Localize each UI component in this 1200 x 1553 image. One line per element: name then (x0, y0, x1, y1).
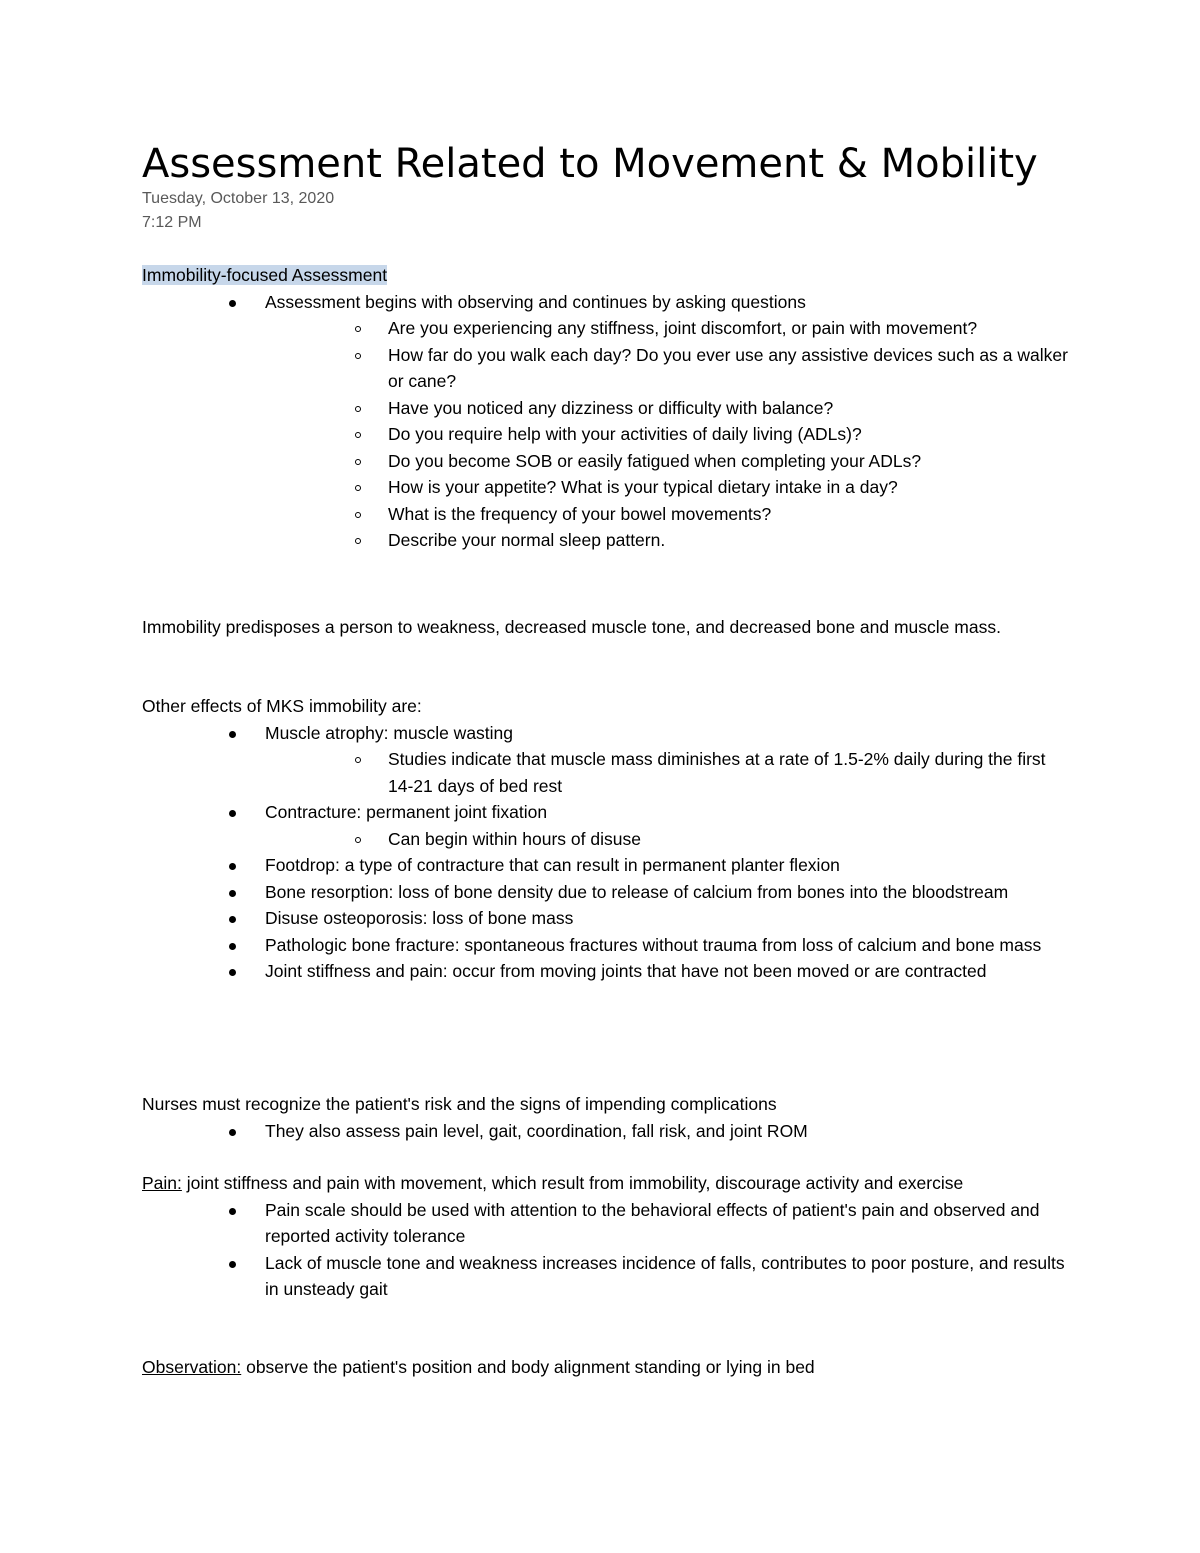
list-item: Do you become SOB or easily fatigued when completing your ADLs? (388, 448, 1072, 475)
section-nurse-recognition (142, 1091, 1072, 1144)
list-item: Pathologic bone fracture: spontaneous fractures without trauma from loss of calcium and bone mass (265, 932, 1072, 959)
list-item: Lack of muscle tone and weakness increases incidence of falls, contributes to poor posture, and results in unsteady gait (265, 1250, 1072, 1303)
observation-label: Observation: (142, 1357, 242, 1377)
list-item: How far do you walk each day? Do you ever use any assistive devices such as a walker or cane? (388, 342, 1072, 395)
section-immobility-effects-intro (142, 614, 1072, 641)
hollow-bullet-icon (355, 326, 361, 332)
list-item: Studies indicate that muscle mass diminishes at a rate of 1.5-2% daily during the first 14-21 days of bed rest (388, 746, 1072, 799)
bullet-icon (229, 890, 236, 897)
hollow-bullet-icon (355, 757, 361, 763)
list-item: Have you noticed any dizziness or difficulty with balance? (388, 395, 1072, 422)
list-item: Muscle atrophy: muscle wasting Studies indicate that muscle mass diminishes at a rate of 1.5-2% daily during the first 14-21 days of bed rest (265, 720, 1072, 800)
list-item: How is your appetite? What is your typical dietary intake in a day? (388, 474, 1072, 501)
bullet-icon (229, 300, 236, 307)
list-item: Disuse osteoporosis: loss of bone mass (265, 905, 1072, 932)
hollow-bullet-icon (355, 353, 361, 359)
bullet-icon (229, 969, 236, 976)
page-title: Assessment Related to Movement & Mobility (142, 141, 1038, 187)
bullet-icon (229, 943, 236, 950)
list-item: Joint stiffness and pain: occur from moving joints that have not been moved or are contracted (265, 958, 1072, 985)
bullet-list (142, 289, 1072, 554)
pain-label: Pain: (142, 1173, 182, 1193)
list-item: Bone resorption: loss of bone density due to release of calcium from bones into the bloodstream (265, 879, 1072, 906)
bullet-list (142, 720, 1072, 985)
list-item: They also assess pain level, gait, coordination, fall risk, and joint ROM (265, 1118, 1072, 1145)
bullet-icon (229, 810, 236, 817)
list-item: Footdrop: a type of contracture that can result in permanent planter flexion (265, 852, 1072, 879)
bullet-icon (229, 1208, 236, 1215)
paragraph: Immobility predisposes a person to weakness, decreased muscle tone, and decreased bone and muscle mass. (142, 617, 1001, 637)
paragraph: Pain: joint stiffness and pain with movement, which result from immobility, discourage activity and exercise (142, 1173, 964, 1193)
bullet-icon (229, 916, 236, 923)
page-time: 7:12 PM (142, 214, 202, 231)
list-item: Are you experiencing any stiffness, joint discomfort, or pain with movement? (388, 315, 1072, 342)
hollow-bullet-icon (355, 837, 361, 843)
hollow-bullet-icon (355, 512, 361, 518)
hollow-bullet-icon (355, 432, 361, 438)
bullet-icon (229, 731, 236, 738)
section-heading-highlighted[interactable]: Immobility-focused Assessment (142, 265, 388, 285)
hollow-bullet-icon (355, 459, 361, 465)
bullet-icon (229, 1261, 236, 1268)
bullet-icon (229, 863, 236, 870)
section-immobility-assessment (142, 262, 1072, 554)
list-item: Describe your normal sleep pattern. (388, 527, 1072, 554)
page-date: Tuesday, October 13, 2020 (142, 190, 335, 207)
section-heading: Other effects of MKS immobility are: (142, 696, 422, 716)
hollow-bullet-icon (355, 485, 361, 491)
paragraph: Observation: observe the patient's position and body alignment standing or lying in bed (142, 1357, 815, 1377)
hollow-bullet-icon (355, 538, 361, 544)
list-item: Do you require help with your activities of daily living (ADLs)? (388, 421, 1072, 448)
list-item: What is the frequency of your bowel movements? (388, 501, 1072, 528)
section-observation (142, 1354, 1072, 1381)
question-list (265, 315, 1072, 554)
list-item: Contracture: permanent joint fixation Can begin within hours of disuse (265, 799, 1072, 852)
bullet-icon (229, 1129, 236, 1136)
list-item: Pain scale should be used with attention to the behavioral effects of patient's pain and observed and reported activity tolerance (265, 1197, 1072, 1250)
list-item: Assessment begins with observing and continues by asking questions Are you experiencing any stiffness, joint discomfort, or pain with movement? How far do you walk each day? Do you ever use any assistive devices such as a walker or cane? Have you noticed any dizziness or difficulty with balance? Do you require help with your activities of daily living (ADLs)? Do you become SOB or easily fatigued when completing your ADLs? How is your appetite? What is your typical dietary intake in a day? What is the frequency of your bowel movements? Describe your normal sleep pattern. (265, 289, 1072, 554)
section-mks-effects (142, 693, 1072, 985)
hollow-bullet-icon (355, 406, 361, 412)
section-pain (142, 1170, 1072, 1303)
paragraph: Nurses must recognize the patient's risk and the signs of impending complications (142, 1094, 777, 1114)
list-item: Can begin within hours of disuse (388, 826, 1072, 853)
